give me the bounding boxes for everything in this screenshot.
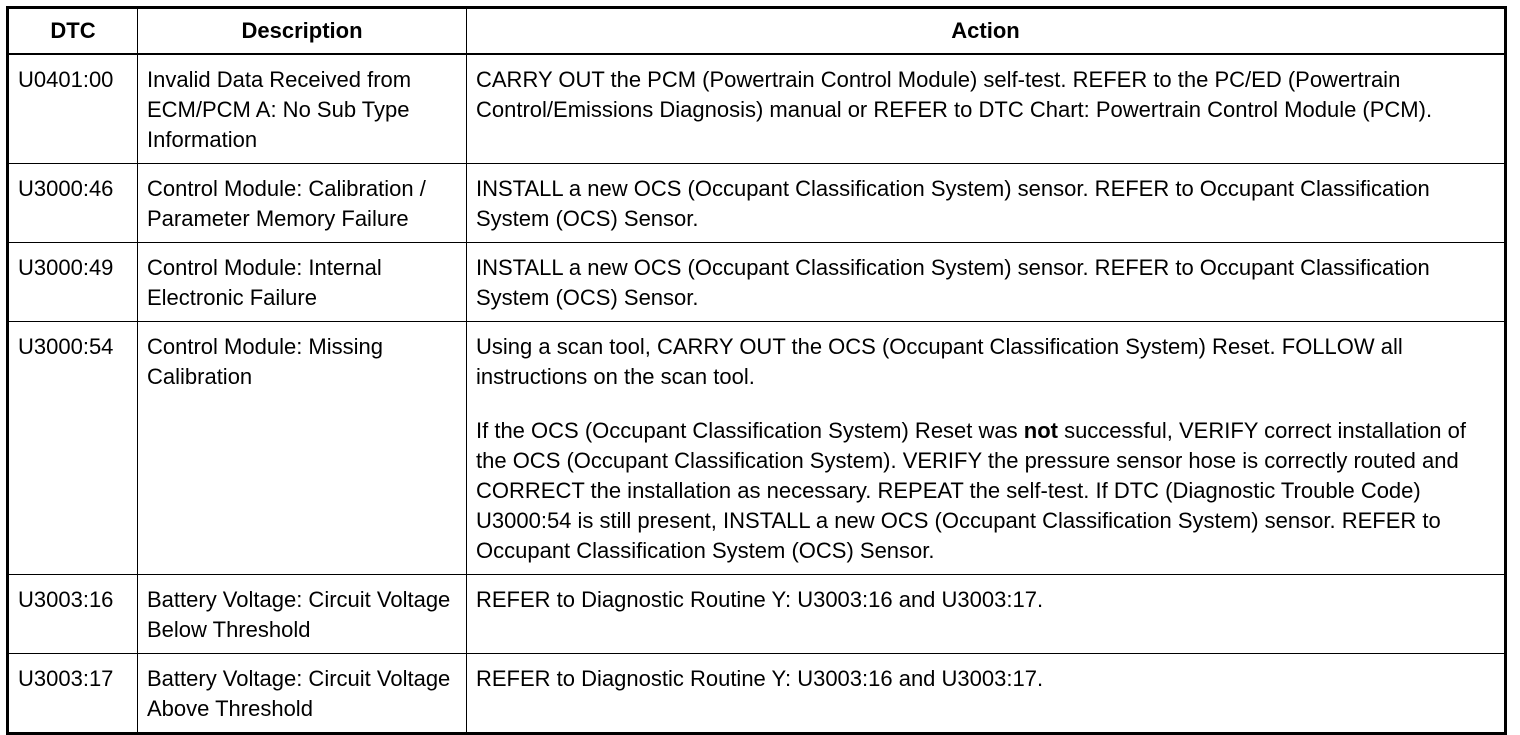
description-cell: Control Module: Missing Calibration xyxy=(138,322,467,575)
action-text: INSTALL a new OCS (Occupant Classification System) sensor. REFER to Occupant Classification System (OCS) Sensor. xyxy=(476,176,1430,231)
table-row xyxy=(8,164,1506,243)
description-cell: Battery Voltage: Circuit Voltage Below Threshold xyxy=(138,575,467,654)
action-cell xyxy=(467,54,1506,164)
description-cell: Control Module: Internal Electronic Failure xyxy=(138,243,467,322)
header-dtc: DTC xyxy=(8,8,138,55)
action-text-emphasis: not xyxy=(1023,418,1058,443)
table-row xyxy=(8,654,1506,734)
action-text-after: successful, VERIFY correct installation of the OCS (Occupant Classification System). VERIFY the pressure sensor hose is correctly routed and CORRECT the installation as necessary. REPEAT the self-test. If DTC (Diagnostic Trouble Code) U3000:54 is still present, INSTALL a new OCS (Occupant Classification System) sensor. REFER to Occupant Classification System (OCS) Sensor. xyxy=(476,418,1466,563)
action-text-before: If the OCS (Occupant Classification System) Reset was xyxy=(476,418,1024,443)
description-cell: Control Module: Calibration / Parameter Memory Failure xyxy=(138,164,467,243)
action-cell xyxy=(467,322,1506,575)
dtc-code-cell: U3000:46 xyxy=(8,164,138,243)
dtc-code-cell: U3000:49 xyxy=(8,243,138,322)
action-cell xyxy=(467,164,1506,243)
action-text: REFER to Diagnostic Routine Y: U3003:16 and U3003:17. xyxy=(476,666,1044,691)
dtc-code-cell: U3003:16 xyxy=(8,575,138,654)
header-description: Description xyxy=(138,8,467,55)
action-cell xyxy=(467,243,1506,322)
header-action: Action xyxy=(467,8,1506,55)
action-cell xyxy=(467,575,1506,654)
dtc-code-cell: U3000:54 xyxy=(8,322,138,575)
dtc-code-cell: U3003:17 xyxy=(8,654,138,734)
header-row xyxy=(8,8,1506,55)
table-row xyxy=(8,243,1506,322)
action-text: Using a scan tool, CARRY OUT the OCS (Occupant Classification System) Reset. FOLLOW all instructions on the scan tool. xyxy=(476,334,1403,389)
action-cell xyxy=(467,654,1506,734)
table-row xyxy=(8,54,1506,164)
table-row xyxy=(8,575,1506,654)
description-cell: Battery Voltage: Circuit Voltage Above Threshold xyxy=(138,654,467,734)
table-row xyxy=(8,322,1506,575)
description-cell: Invalid Data Received from ECM/PCM A: No Sub Type Information xyxy=(138,54,467,164)
action-text: CARRY OUT the PCM (Powertrain Control Module) self-test. REFER to the PC/ED (Powertrain Control/Emissions Diagnosis) manual or REFER to DTC Chart: Powertrain Control Module (PCM). xyxy=(476,67,1433,122)
dtc-table xyxy=(6,6,1507,735)
action-text: INSTALL a new OCS (Occupant Classification System) sensor. REFER to Occupant Classification System (OCS) Sensor. xyxy=(476,255,1430,310)
dtc-code-cell: U0401:00 xyxy=(8,54,138,164)
action-text-followup xyxy=(476,416,1498,566)
action-text: REFER to Diagnostic Routine Y: U3003:16 and U3003:17. xyxy=(476,587,1044,612)
